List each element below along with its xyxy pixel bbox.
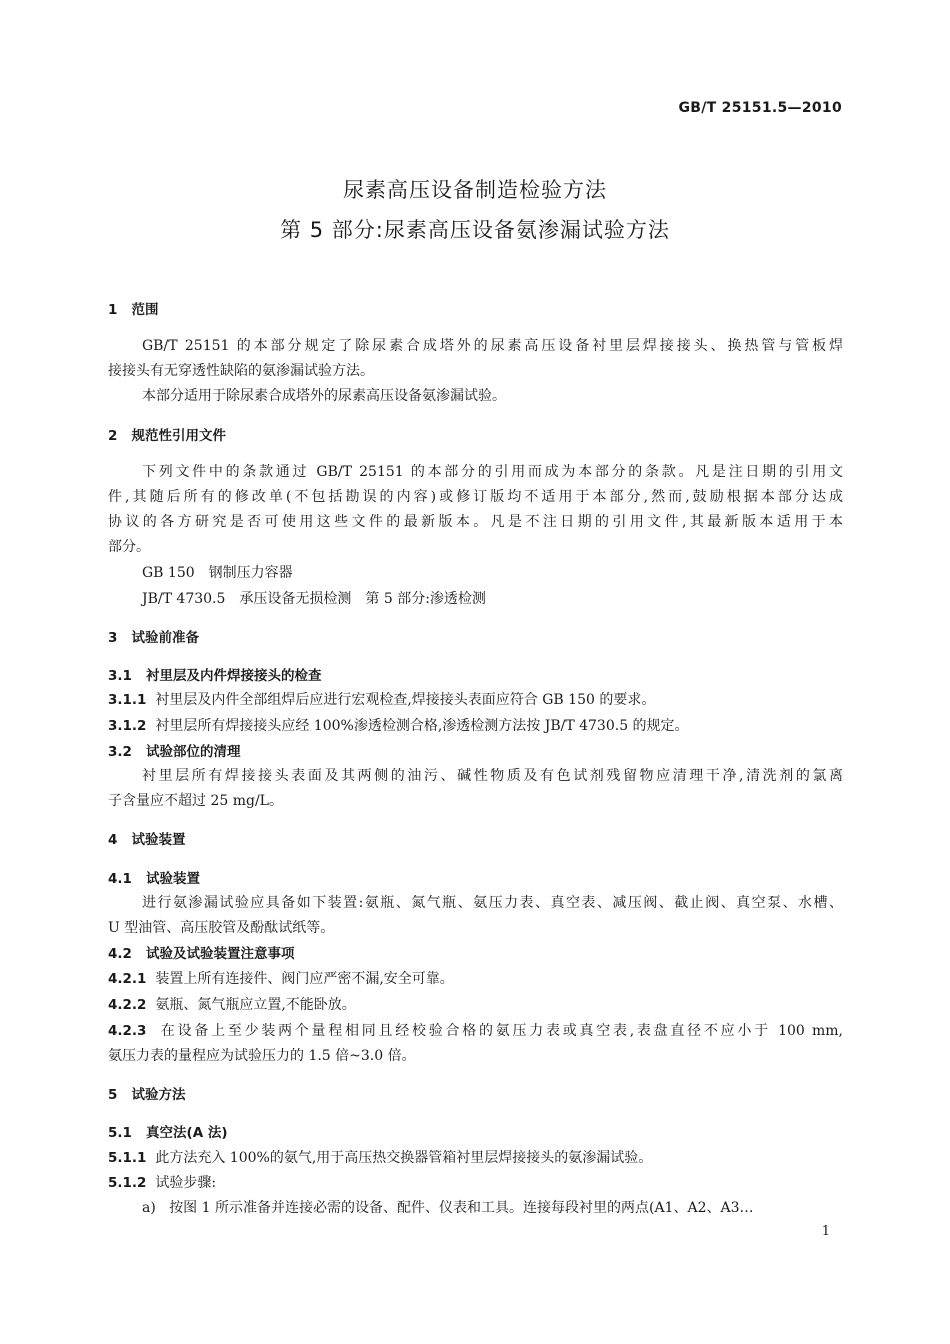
subsection-number: 4.2 — [108, 946, 132, 962]
subsection-heading — [108, 742, 241, 762]
clause-number: 5.1.1 — [108, 1150, 147, 1166]
subsection-title: 真空法(A 法) — [146, 1125, 228, 1141]
paragraph-line: U 型油管、高压胶管及酚酞试纸等。 — [108, 920, 335, 936]
list-item-marker: a) — [142, 1200, 156, 1216]
section-number: 1 — [108, 302, 118, 318]
paragraph-line: GB/T 25151 的本部分规定了除尿素合成塔外的尿素高压设备衬里层焊接接头、换热管与管板焊 — [142, 338, 843, 354]
clause-text: 在设备上至少装两个量程相同且经校验合格的氨压力表或真空表,表盘直径不应小于 100 mm, — [160, 1023, 844, 1039]
clause-number: 4.2.3 — [108, 1023, 147, 1039]
clause — [108, 716, 689, 736]
clause-text: 此方法充入 100%的氨气,用于高压热交换器管箱衬里层焊接接头的氨渗漏试验。 — [155, 1150, 653, 1166]
paragraph-line: 氨压力表的量程应为试验压力的 1.5 倍~3.0 倍。 — [108, 1048, 416, 1064]
subsection-title: 试验装置 — [146, 871, 201, 887]
clause-text: 衬里层所有焊接接头应经 100%渗透检测合格,渗透检测方法按 JB/T 4730.5 的规定。 — [155, 718, 689, 734]
clause — [108, 969, 454, 989]
subsection-heading — [108, 1123, 228, 1143]
section-heading — [108, 1085, 186, 1105]
section-number: 3 — [108, 630, 118, 646]
subsection-title: 试验及试验装置注意事项 — [146, 946, 295, 962]
clause — [108, 1021, 843, 1041]
clause — [108, 690, 655, 710]
clause-number: 5.1.2 — [108, 1175, 147, 1191]
subsection-number: 4.1 — [108, 871, 132, 887]
section-heading — [108, 426, 226, 446]
subsection-title: 衬里层及内件焊接接头的检查 — [146, 668, 322, 684]
subsection-number: 3.1 — [108, 668, 132, 684]
section-heading — [108, 628, 199, 648]
clause — [108, 1173, 216, 1193]
section-title: 试验方法 — [131, 1087, 186, 1103]
clause-number: 3.1.2 — [108, 718, 147, 734]
paragraph-line: 进行氨渗漏试验应具备如下装置:氨瓶、氮气瓶、氨压力表、真空表、减压阀、截止阀、真空泵、水槽、 — [142, 895, 843, 911]
page-number: 1 — [821, 1224, 830, 1239]
section-heading — [108, 300, 159, 320]
reference-item: JB/T 4730.5 承压设备无损检测 第 5 部分:渗透检测 — [142, 591, 486, 607]
subsection-number: 5.1 — [108, 1125, 132, 1141]
section-heading — [108, 830, 186, 850]
section-number: 2 — [108, 428, 118, 444]
clause-text: 衬里层及内件全部组焊后应进行宏观检查,焊接接头表面应符合 GB 150 的要求。 — [155, 692, 656, 708]
clause — [108, 1148, 652, 1168]
section-title: 试验前准备 — [131, 630, 200, 646]
list-item — [142, 1198, 754, 1218]
clause-text: 氨瓶、氮气瓶应立置,不能卧放。 — [155, 997, 356, 1013]
standard-number: GB/T 25151.5—2010 — [678, 100, 842, 116]
clause-number: 3.1.1 — [108, 692, 147, 708]
clause-text: 试验步骤: — [155, 1175, 217, 1191]
reference-item: GB 150 钢制压力容器 — [142, 565, 293, 581]
section-title: 规范性引用文件 — [131, 428, 227, 444]
subsection-title: 试验部位的清理 — [146, 744, 241, 760]
paragraph-line: 部分。 — [108, 539, 150, 555]
paragraph-line: 子含量应不超过 25 mg/L。 — [108, 793, 283, 809]
clause-number: 4.2.1 — [108, 971, 147, 987]
clause-text: 装置上所有连接件、阀门应严密不漏,安全可靠。 — [155, 971, 454, 987]
subsection-heading — [108, 869, 200, 889]
clause-number: 4.2.2 — [108, 997, 147, 1013]
document-title-line-2: 第 5 部分:尿素高压设备氨渗漏试验方法 — [280, 218, 670, 242]
paragraph-line: 衬里层所有焊接接头表面及其两侧的油污、碱性物质及有色试剂残留物应清理干净,清洗剂的氯离 — [142, 768, 843, 784]
clause — [108, 995, 356, 1015]
document-title-line-1: 尿素高压设备制造检验方法 — [343, 178, 607, 202]
section-title: 试验装置 — [131, 832, 186, 848]
list-item-text: 按图 1 所示准备并连接必需的设备、配件、仪表和工具。连接每段衬里的两点(A1、A2、A3… — [169, 1200, 754, 1216]
paragraph-line: 件,其随后所有的修改单(不包括勘误的内容)或修订版均不适用于本部分,然而,鼓励根据本部分达成 — [108, 489, 843, 505]
subsection-number: 3.2 — [108, 744, 132, 760]
subsection-heading — [108, 944, 295, 964]
paragraph-line: 协议的各方研究是否可使用这些文件的最新版本。凡是不注日期的引用文件,其最新版本适用于本 — [108, 514, 843, 530]
paragraph-line: 本部分适用于除尿素合成塔外的尿素高压设备氨渗漏试验。 — [142, 388, 506, 404]
section-number: 4 — [108, 832, 118, 848]
paragraph-line: 下列文件中的条款通过 GB/T 25151 的本部分的引用而成为本部分的条款。凡是注日期的引用文 — [142, 464, 843, 480]
section-title: 范围 — [131, 302, 159, 318]
subsection-heading — [108, 666, 322, 686]
section-number: 5 — [108, 1087, 118, 1103]
paragraph-line: 接接头有无穿透性缺陷的氨渗漏试验方法。 — [108, 363, 374, 379]
